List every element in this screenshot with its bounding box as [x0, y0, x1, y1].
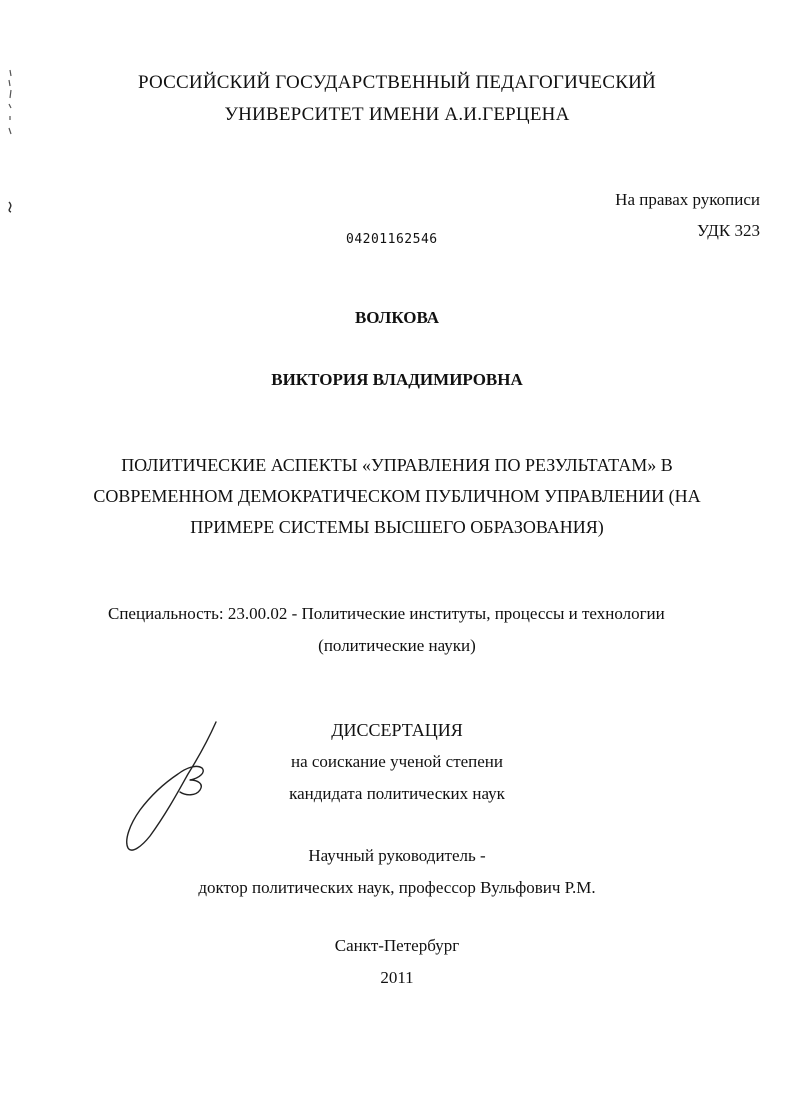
specialty-line: Специальность: 23.00.02 - Политические институты, процессы и технологии — [108, 604, 665, 623]
year: 2011 — [380, 968, 414, 987]
udc-code: УДК 323 — [696, 221, 760, 240]
manuscript-rights: На правах рукописи — [615, 190, 760, 209]
document-code: 04201162546 — [346, 232, 438, 247]
author-surname: ВОЛКОВА — [354, 308, 440, 327]
handwritten-signature — [120, 718, 230, 858]
degree-line-2: кандидата политических наук — [289, 784, 505, 803]
scan-artifact-mark — [6, 200, 14, 214]
supervisor-name: доктор политических наук, профессор Вульфович Р.М. — [198, 878, 596, 897]
degree-line-1: на соискание ученой степени — [290, 752, 504, 771]
specialty-field: (политические науки) — [318, 636, 476, 655]
university-line-1: РОССИЙСКИЙ ГОСУДАРСТВЕННЫЙ ПЕДАГОГИЧЕСКИЙ — [138, 72, 656, 93]
dissertation-title-line-3: ПРИМЕРЕ СИСТЕМЫ ВЫСШЕГО ОБРАЗОВАНИЯ) — [190, 517, 604, 537]
author-name: ВИКТОРИЯ ВЛАДИМИРОВНА — [271, 370, 523, 389]
dissertation-title-line-2: СОВРЕМЕННОМ ДЕМОКРАТИЧЕСКОМ ПУБЛИЧНОМ УПРАВЛЕНИИ (НА — [93, 486, 701, 506]
dissertation-heading: ДИССЕРТАЦИЯ — [331, 720, 463, 740]
supervisor-label: Научный руководитель - — [308, 846, 486, 865]
city: Санкт-Петербург — [334, 936, 460, 955]
dissertation-title-line-1: ПОЛИТИЧЕСКИЕ АСПЕКТЫ «УПРАВЛЕНИЯ ПО РЕЗУЛЬТАТАМ» В — [121, 455, 673, 475]
university-line-2: УНИВЕРСИТЕТ ИМЕНИ А.И.ГЕРЦЕНА — [224, 104, 570, 125]
